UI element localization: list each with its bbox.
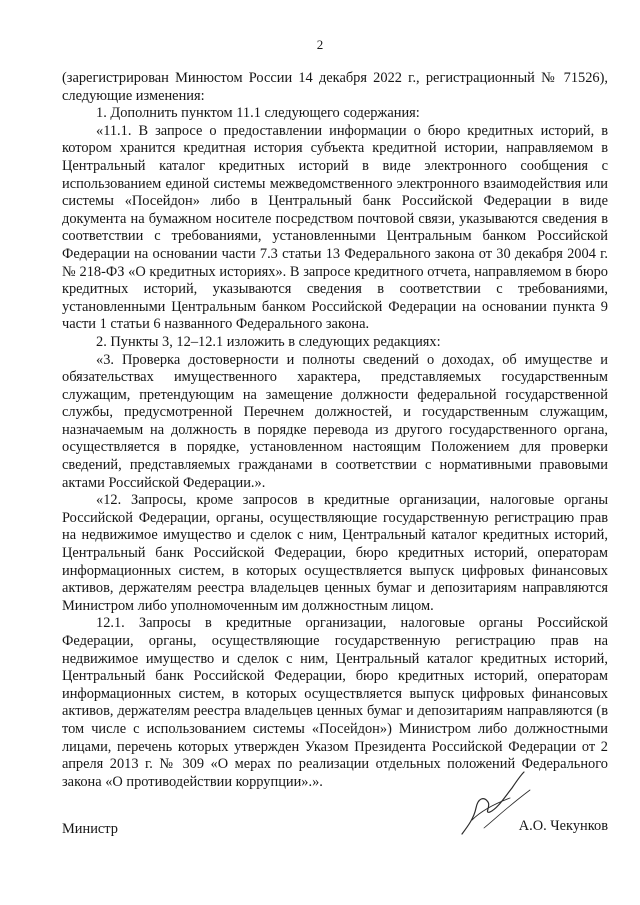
paragraph-clause-12-1: 12.1. Запросы в кредитные организации, налоговые органы Российской Федерации, органы, осуществляющие государственную регистрацию прав на недвижимое имущество и сделок с ним, Центральный каталог кредитных историй, Центральный банк Российской Федерации, бюро кредитных историй, операторам информационных систем, в которых осуществляется выпуск цифровых финансовых активов, держателям реестра владельцев ценных бумаг и депозитариям направляются (в том числе с использованием системы «Посейдон») Министром либо должностными лицами, перечень которых утвержден Указом Президента Российской Федерации от 2 апреля 2013 г. № 309 «О мерах по реализации отдельных положений Федерального закона «О противодействии коррупции».». [62, 615, 608, 790]
document-body [62, 70, 608, 791]
paragraph-clause-3: «3. Проверка достоверности и полноты сведений о доходах, об имуществе и обязательствах имущественного характера, представляемых государственным служащим, претендующим на замещение должности федеральной государственной службы, предусмотренной Перечнем должностей, и государственным служащим, назначаемым на должность в порядке перевода из другого государственного органа, осуществляется в порядке, установленном настоящим Положением для проверки сведений, представляемых гражданами в соответствии с нормативными правовыми актами Российской Федерации.». [62, 351, 608, 491]
paragraph-item-1: 1. Дополнить пунктом 11.1 следующего содержания: [96, 105, 420, 122]
signature-block [62, 818, 608, 848]
signer-name: А.О. Чекунков [518, 818, 608, 834]
paragraph-clause-12: «12. Запросы, кроме запросов в кредитные организации, налоговые органы Российской Федерации, органы, осуществляющие государственную регистрацию прав на недвижимое имущество и сделок с ним, Центральный каталог кредитных историй, Центральный банк Российской Федерации, бюро кредитных историй, операторам информационных систем, в которых осуществляется выпуск цифровых финансовых активов, держателям реестра владельцев ценных бумаг и депозитариям направляются Министром либо уполномоченным им должностным лицом. [62, 492, 608, 614]
paragraph-intro: (зарегистрирован Минюстом России 14 декабря 2022 г., регистрационный № 71526), следующие изменения: [62, 70, 608, 104]
paragraph-item-2: 2. Пункты 3, 12–12.1 изложить в следующих редакциях: [96, 333, 441, 350]
signer-position: Министр [62, 821, 118, 837]
paragraph-clause-11-1: «11.1. В запросе о предоставлении информации о бюро кредитных историй, в котором хранится кредитная история субъекта кредитной истории, направляемом в Центральный каталог кредитных историй в виде электронного сообщения с использованием единой системы межведомственного электронного взаимодействия или системы «Посейдон» либо в Центральный банк Российской Федерации в виде документа на бумажном носителе посредством почтовой связи, указываются сведения в соответствии с требованиями, установленными Центральным банком Российской Федерации на основании части 7.3 статьи 13 Федерального закона от 30 декабря 2004 г. № 218-ФЗ «О кредитных историях». В запросе кредитного отчета, направляемом в бюро кредитных историй, указываются сведения в соответствии с требованиями, установленными Центральным банком Российской Федерации на основании пункта 9 части 1 статьи 6 названного Федерального закона. [62, 122, 608, 333]
page-number: 2 [316, 37, 324, 52]
